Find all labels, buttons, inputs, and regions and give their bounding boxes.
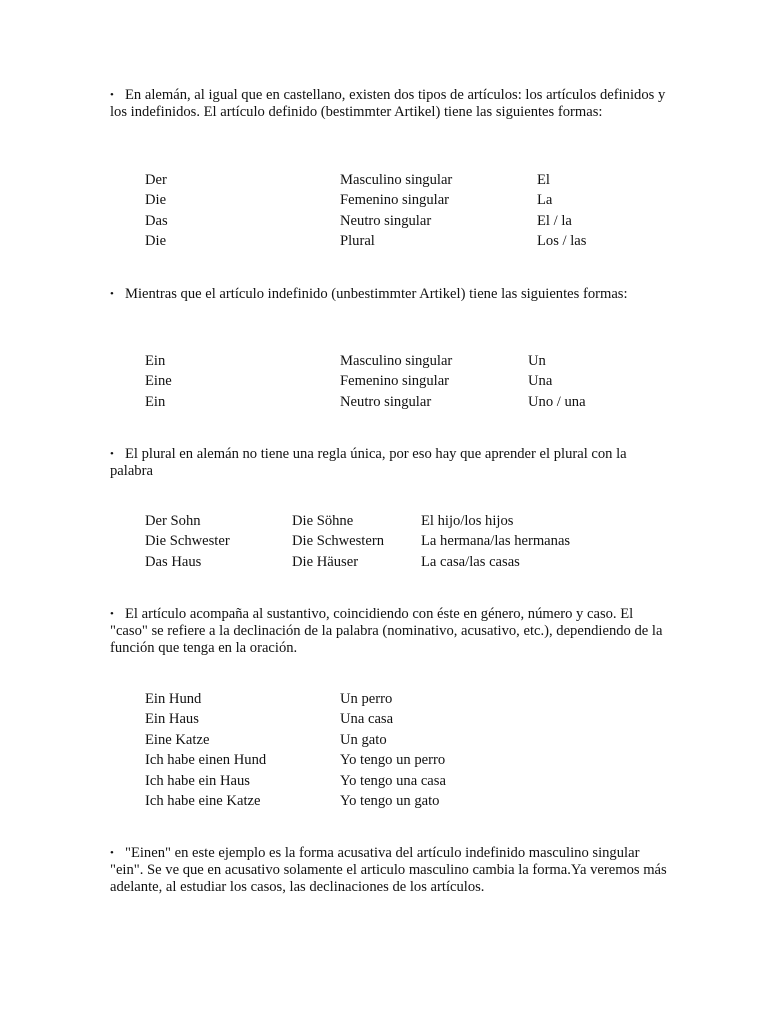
table-cell: Eine Katze bbox=[145, 731, 210, 748]
table-cell: Der Sohn bbox=[145, 513, 201, 529]
examples-table bbox=[145, 689, 446, 811]
paragraph-article-case bbox=[110, 606, 670, 657]
paragraph-text: En alemán, al igual que en castellano, existen dos tipos de artículos: los artículos definidos y los indefinidos. El artículo definido (bestimmter Artikel) tiene las siguientes formas: bbox=[110, 87, 666, 120]
bullet-icon: • bbox=[110, 847, 114, 859]
table-cell: Die Häuser bbox=[292, 553, 359, 570]
paragraph-text: "Einen" en este ejemplo es la forma acusativa del artículo indefinido masculino singular "ein". Se ve que en acusativo solamente el articulo masculino cambia la forma.Ya veremos más adelante, al estudiar los casos, las declinaciones de los artículos. bbox=[110, 845, 667, 895]
table-cell: Die Schwester bbox=[145, 533, 230, 550]
paragraph-indefinite-articles bbox=[110, 286, 670, 303]
table-cell: Los / las bbox=[537, 233, 587, 250]
paragraph-text: El artículo acompaña al sustantivo, coincidiendo con éste en género, número y caso. El "caso" se refiere a la declinación de la palabra (nominativo, acusativo, etc.), dependiendo de la función que tenga en la oración. bbox=[110, 606, 663, 656]
table-cell: Ich habe eine Katze bbox=[145, 793, 261, 810]
bullet-icon: • bbox=[110, 89, 114, 101]
bullet-icon: • bbox=[110, 288, 114, 300]
table-cell: Plural bbox=[340, 233, 375, 250]
table-cell: Ich habe einen Hund bbox=[145, 752, 267, 769]
definite-articles-table bbox=[145, 170, 586, 252]
table-cell: Die bbox=[145, 192, 167, 209]
table-cell: Die Söhne bbox=[292, 513, 354, 529]
bullet-icon: • bbox=[110, 448, 114, 460]
table-row bbox=[145, 730, 446, 750]
table-cell: La hermana/las hermanas bbox=[421, 533, 571, 550]
table-cell: Femenino singular bbox=[340, 192, 450, 209]
table-cell: Die bbox=[145, 233, 167, 250]
table-row bbox=[145, 771, 446, 791]
paragraph-text: Mientras que el artículo indefinido (unbestimmter Artikel) tiene las siguientes formas: bbox=[125, 286, 628, 302]
paragraph-text: El plural en alemán no tiene una regla única, por eso hay que aprender el plural con la palabra bbox=[110, 446, 627, 479]
table-cell: La bbox=[537, 192, 553, 209]
table-cell: Das bbox=[145, 212, 168, 229]
table-cell: Der bbox=[145, 172, 167, 188]
table-cell: Die Schwestern bbox=[292, 533, 384, 550]
table-row bbox=[145, 689, 446, 709]
table-cell: Ein Haus bbox=[145, 711, 199, 728]
table-row bbox=[145, 750, 446, 770]
table-cell: Ein Hund bbox=[145, 691, 202, 707]
table-cell: Yo tengo un perro bbox=[340, 752, 446, 769]
table-cell: Ich habe ein Haus bbox=[145, 772, 250, 789]
table-row bbox=[145, 791, 446, 811]
bullet-icon: • bbox=[110, 608, 114, 620]
table-cell: Una bbox=[528, 373, 553, 390]
table-cell: Ein bbox=[145, 393, 166, 410]
table-cell: Femenino singular bbox=[340, 373, 450, 390]
table-cell: Neutro singular bbox=[340, 212, 432, 229]
table-row bbox=[145, 531, 570, 551]
table-cell: Masculino singular bbox=[340, 172, 453, 188]
table-cell: Un gato bbox=[340, 731, 387, 748]
table-cell: Yo tengo una casa bbox=[340, 772, 446, 789]
table-cell: Un bbox=[528, 353, 546, 369]
table-cell: Uno / una bbox=[528, 393, 586, 410]
table-cell: La casa/las casas bbox=[421, 553, 520, 570]
table-row bbox=[145, 211, 586, 231]
table-cell: El bbox=[537, 172, 550, 188]
plural-table bbox=[145, 511, 570, 572]
table-cell: Eine bbox=[145, 373, 172, 390]
table-row bbox=[145, 170, 586, 190]
table-cell: Masculino singular bbox=[340, 353, 453, 369]
table-cell: Das Haus bbox=[145, 553, 202, 570]
table-row bbox=[145, 392, 586, 412]
table-cell: Ein bbox=[145, 353, 166, 369]
indefinite-articles-table bbox=[145, 351, 586, 412]
table-cell: Un perro bbox=[340, 691, 393, 707]
table-cell: Yo tengo un gato bbox=[340, 793, 440, 810]
table-row bbox=[145, 552, 570, 572]
table-row bbox=[145, 190, 586, 210]
table-cell: El hijo/los hijos bbox=[421, 513, 514, 529]
table-row bbox=[145, 231, 586, 251]
paragraph-plural bbox=[110, 446, 670, 480]
table-cell: Neutro singular bbox=[340, 393, 432, 410]
paragraph-accusative-note bbox=[110, 845, 670, 896]
table-cell: Una casa bbox=[340, 711, 394, 728]
table-cell: El / la bbox=[537, 212, 572, 229]
table-row bbox=[145, 709, 446, 729]
table-row bbox=[145, 511, 570, 531]
table-row bbox=[145, 371, 586, 391]
table-row bbox=[145, 351, 586, 371]
paragraph-definite-articles bbox=[110, 87, 670, 121]
